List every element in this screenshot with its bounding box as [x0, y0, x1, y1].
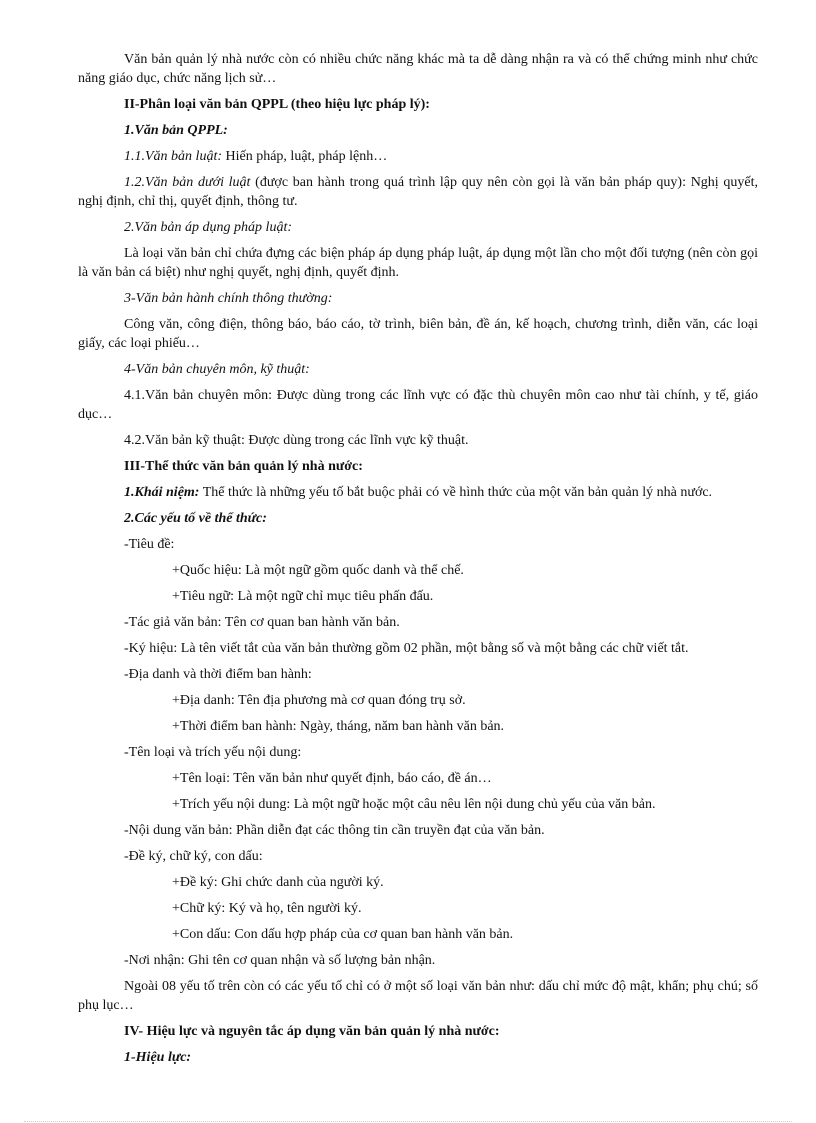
list-subitem: +Quốc hiệu: Là một ngữ gồm quốc danh và thể chế.	[172, 563, 464, 578]
subsection-heading: 1-Hiệu lực:	[124, 1050, 192, 1065]
paragraph	[78, 173, 758, 211]
list-item: -Đề ký, chữ ký, con dấu:	[124, 849, 263, 864]
term-text: Hiến pháp, luật, pháp lệnh…	[222, 149, 388, 164]
list-item: -Nội dung văn bản: Phần diễn đạt các thông tin cần truyền đạt của văn bản.	[124, 823, 545, 838]
list-item: -Tác giả văn bản: Tên cơ quan ban hành văn bản.	[124, 615, 400, 630]
term-text: Thể thức là những yếu tố bắt buộc phải có về hình thức của một văn bản quản lý nhà nước.	[199, 485, 713, 500]
paragraph: Công văn, công điện, thông báo, báo cáo, tờ trình, biên bản, đề án, kế hoạch, chương trình, diễn văn, các loại giấy, các loại phiếu…	[78, 317, 758, 351]
subsection-heading: 1.Văn bản QPPL:	[124, 123, 228, 138]
list-subitem: +Thời điểm ban hành: Ngày, tháng, năm ban hành văn bản.	[172, 719, 505, 734]
paragraph	[78, 483, 758, 502]
list-subitem: +Chữ ký: Ký và họ, tên người ký.	[172, 901, 362, 916]
paragraph: 4.2.Văn bản kỹ thuật: Được dùng trong các lĩnh vực kỹ thuật.	[124, 433, 469, 448]
list-subitem: +Địa danh: Tên địa phương mà cơ quan đóng trụ sở.	[172, 693, 466, 708]
paragraph: 4.1.Văn bản chuyên môn: Được dùng trong các lĩnh vực có đặc thù chuyên môn cao như tài chính, y tế, giáo dục…	[78, 388, 758, 422]
list-subitem: +Đề ký: Ghi chức danh của người ký.	[172, 875, 384, 890]
list-item: -Tên loại và trích yếu nội dung:	[124, 745, 302, 760]
document-page	[78, 50, 758, 1074]
list-item: -Ký hiệu: Là tên viết tắt của văn bản thường gồm 02 phần, một bằng số và một bằng các chữ viết tắt.	[124, 641, 689, 656]
term-text: (được ban hành trong quá trình lập quy nên còn gọi là văn bản pháp quy): Nghị quyết, nghị định, chỉ thị, quyết định, thông tư.	[78, 175, 758, 209]
subsection-heading: 2.Văn bản áp dụng pháp luật:	[124, 220, 292, 235]
paragraph: Là loại văn bản chỉ chứa đựng các biện pháp áp dụng pháp luật, áp dụng một lần cho một đối tượng (nên còn gọi là văn bản cá biệt) như nghị quyết, nghị định, quyết định.	[78, 246, 758, 280]
list-item: -Địa danh và thời điểm ban hành:	[124, 667, 312, 682]
section-heading-iv: IV- Hiệu lực và nguyên tắc áp dụng văn bản quản lý nhà nước:	[124, 1024, 500, 1039]
paragraph: Ngoài 08 yếu tố trên còn có các yếu tố chỉ có ở một số loại văn bản như: dấu chỉ mức độ mật, khẩn; phụ chú; số phụ lục…	[78, 979, 758, 1013]
page-break-divider	[24, 1121, 792, 1122]
subsection-heading: 3-Văn bản hành chính thông thường:	[124, 291, 333, 306]
paragraph	[78, 147, 758, 166]
term-label: 1.2.Văn bản dưới luật	[124, 175, 251, 190]
list-subitem: +Tiêu ngữ: Là một ngữ chỉ mục tiêu phấn đấu.	[172, 589, 434, 604]
list-subitem: +Trích yếu nội dung: Là một ngữ hoặc một câu nêu lên nội dung chủ yếu của văn bản.	[172, 797, 656, 812]
list-item: -Tiêu đề:	[124, 537, 175, 552]
paragraph: Văn bản quản lý nhà nước còn có nhiều chức năng khác mà ta dễ dàng nhận ra và có thể chứng minh như chức năng giáo dục, chức năng lịch sử…	[78, 52, 758, 86]
section-heading-ii: II-Phân loại văn bản QPPL (theo hiệu lực pháp lý):	[124, 97, 430, 112]
list-subitem: +Con dấu: Con dấu hợp pháp của cơ quan ban hành văn bản.	[172, 927, 514, 942]
term-label: 1.1.Văn bản luật:	[124, 149, 222, 164]
subsection-heading: 2.Các yếu tố về thể thức:	[124, 511, 267, 526]
term-label: 1.Khái niệm:	[124, 485, 200, 500]
section-heading-iii: III-Thể thức văn bản quản lý nhà nước:	[124, 459, 363, 474]
list-subitem: +Tên loại: Tên văn bản như quyết định, báo cáo, đề án…	[172, 771, 492, 786]
list-item: -Nơi nhận: Ghi tên cơ quan nhận và số lượng bản nhận.	[124, 953, 436, 968]
subsection-heading: 4-Văn bản chuyên môn, kỹ thuật:	[124, 362, 310, 377]
